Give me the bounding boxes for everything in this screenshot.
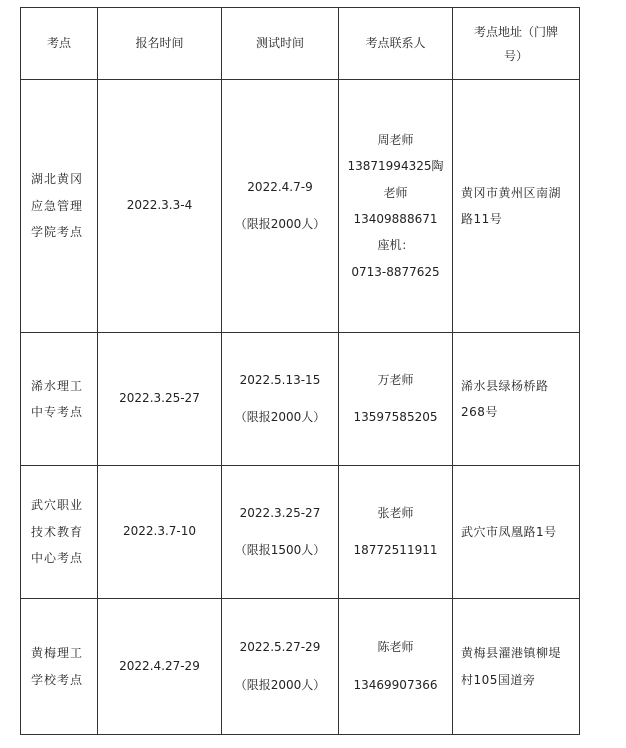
venue-name: 武穴职业技术教育中心考点 bbox=[31, 498, 84, 566]
address-cell bbox=[453, 599, 580, 735]
contact-line: 13409888671 bbox=[353, 212, 438, 226]
table-row bbox=[21, 599, 580, 735]
registration-time-cell: 2022.3.7-10 bbox=[98, 466, 222, 599]
address-cell bbox=[453, 80, 580, 333]
test-time-cell bbox=[222, 80, 339, 333]
contact-cell bbox=[339, 466, 453, 599]
venue-cell bbox=[21, 80, 98, 333]
venue-cell bbox=[21, 333, 98, 466]
registration-time-cell: 2022.3.3-4 bbox=[98, 80, 222, 333]
quota: （限报2000人） bbox=[234, 410, 326, 424]
contact-name: 陈老师 bbox=[377, 640, 414, 655]
registration-time-cell: 2022.4.27-29 bbox=[98, 599, 222, 735]
contact-cell bbox=[339, 80, 453, 333]
address-text: 黄梅县濯港镇柳堤村105国道旁 bbox=[461, 646, 562, 687]
table-row bbox=[21, 466, 580, 599]
venue-cell bbox=[21, 466, 98, 599]
contact-line: 老师 bbox=[383, 185, 408, 200]
header-registration-time: 报名时间 bbox=[98, 8, 222, 80]
contact-name: 万老师 bbox=[377, 372, 414, 387]
venue-name: 黄梅理工学校考点 bbox=[31, 646, 84, 687]
header-address-text: 考点地址（门牌号） bbox=[473, 24, 558, 63]
registration-time-cell: 2022.3.25-27 bbox=[98, 333, 222, 466]
contact-phone: 18772511911 bbox=[353, 543, 438, 557]
contact-phone: 13597585205 bbox=[353, 410, 438, 424]
contact-line: 13871994325陶 bbox=[347, 159, 444, 174]
test-date: 2022.4.7-9 bbox=[247, 179, 313, 194]
venue-name: 湖北黄冈应急管理学院考点 bbox=[31, 172, 84, 240]
address-cell bbox=[453, 333, 580, 466]
header-address bbox=[453, 8, 580, 80]
address-text: 黄冈市黄州区南湖路11号 bbox=[461, 185, 562, 226]
venue-cell bbox=[21, 599, 98, 735]
quota: （限报1500人） bbox=[234, 543, 326, 557]
header-venue: 考点 bbox=[21, 8, 98, 80]
contact-cell bbox=[339, 599, 453, 735]
contact-cell bbox=[339, 333, 453, 466]
address-text: 武穴市凤凰路1号 bbox=[461, 524, 557, 539]
header-contact: 考点联系人 bbox=[339, 8, 453, 80]
test-date: 2022.5.13-15 bbox=[239, 372, 321, 387]
table-row bbox=[21, 333, 580, 466]
quota: （限报2000人） bbox=[234, 677, 326, 692]
table-row bbox=[21, 80, 580, 333]
address-text: 浠水县绿杨桥路268号 bbox=[461, 378, 549, 419]
table-header-row bbox=[21, 8, 580, 80]
contact-name: 张老师 bbox=[377, 505, 414, 520]
test-date: 2022.3.25-27 bbox=[239, 505, 321, 520]
contact-line: 0713-8877625 bbox=[351, 264, 440, 279]
venue-name: 浠水理工中专考点 bbox=[31, 378, 84, 419]
test-time-cell bbox=[222, 333, 339, 466]
contact-line: 周老师 bbox=[377, 132, 414, 147]
test-time-cell bbox=[222, 466, 339, 599]
test-time-cell bbox=[222, 599, 339, 735]
address-cell bbox=[453, 466, 580, 599]
contact-line: 座机： bbox=[377, 238, 414, 253]
test-date: 2022.5.27-29 bbox=[239, 640, 321, 655]
contact-phone: 13469907366 bbox=[353, 677, 438, 692]
exam-venue-table bbox=[20, 7, 580, 735]
quota: （限报2000人） bbox=[234, 217, 326, 231]
header-test-time: 测试时间 bbox=[222, 8, 339, 80]
